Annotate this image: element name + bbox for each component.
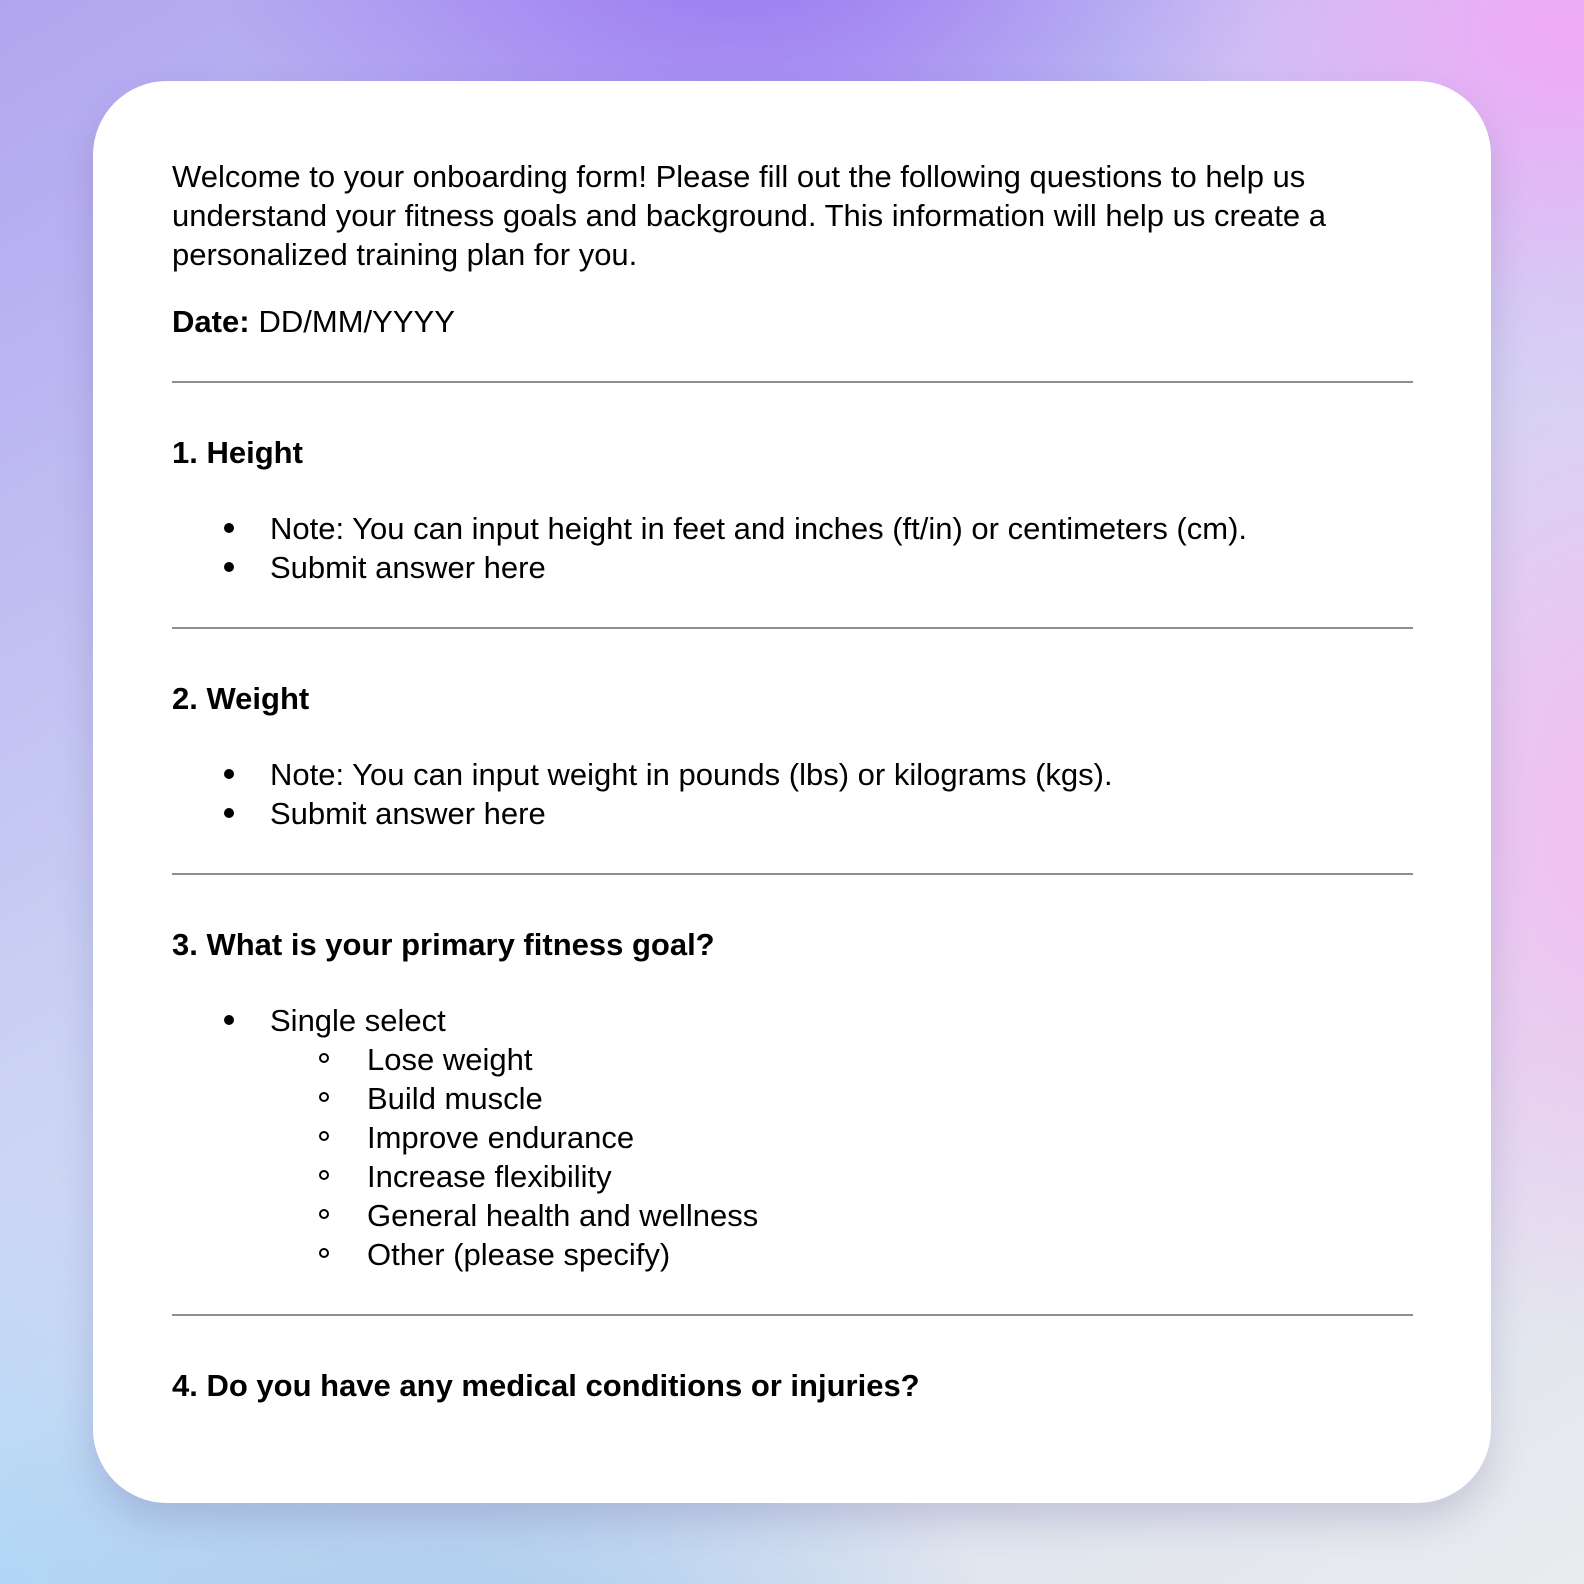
option-label: Lose weight: [367, 1042, 533, 1077]
hollow-circle-icon: [319, 1092, 329, 1102]
section-divider: [172, 1314, 1413, 1316]
list-item-label: Submit answer here: [270, 796, 546, 831]
option-item: [172, 1157, 1413, 1196]
section-1-bullet-list: [172, 509, 1413, 587]
section-4-title: 4. Do you have any medical conditions or injuries?: [172, 1368, 920, 1403]
list-item: [172, 794, 1413, 833]
section-2-title: 2. Weight: [172, 681, 310, 716]
option-item: [172, 1235, 1413, 1274]
list-item-label: Single select: [270, 1003, 446, 1038]
section-2-bullet-list: [172, 755, 1413, 833]
option-item: [172, 1079, 1413, 1118]
option-label: Build muscle: [367, 1081, 543, 1116]
hollow-circle-icon: [319, 1248, 329, 1258]
list-item: [172, 755, 1413, 794]
list-item-label: Note: You can input weight in pounds (lbs) or kilograms (kgs).: [270, 757, 1113, 792]
section-divider: [172, 381, 1413, 383]
bullet-icon: [224, 523, 234, 533]
form-content: [93, 81, 1491, 1405]
option-item: [172, 1196, 1413, 1235]
bullet-icon: [224, 562, 234, 572]
option-label: Increase flexibility: [367, 1159, 612, 1194]
date-value: DD/MM/YYYY: [258, 304, 455, 339]
section-divider: [172, 873, 1413, 875]
option-item: [172, 1118, 1413, 1157]
date-line: [172, 302, 1413, 341]
list-item: [172, 548, 1413, 587]
list-item-label: Note: You can input height in feet and inches (ft/in) or centimeters (cm).: [270, 511, 1248, 546]
option-label: General health and wellness: [367, 1198, 759, 1233]
bullet-icon: [224, 1015, 234, 1025]
list-item-label: Submit answer here: [270, 550, 546, 585]
list-item: [172, 509, 1413, 548]
option-item: [172, 1040, 1413, 1079]
section-3-bullet-list: [172, 1001, 1413, 1040]
hollow-circle-icon: [319, 1053, 329, 1063]
section-3-title: 3. What is your primary fitness goal?: [172, 927, 715, 962]
onboarding-form-card: [93, 81, 1491, 1503]
intro-paragraph: Welcome to your onboarding form! Please fill out the following questions to help us understand your fitness goals and background. This information will help us create a personalized training plan for you.: [172, 159, 1326, 272]
section-3-option-list: [172, 1040, 1413, 1274]
bullet-icon: [224, 769, 234, 779]
date-label: Date:: [172, 304, 250, 339]
hollow-circle-icon: [319, 1209, 329, 1219]
section-divider: [172, 627, 1413, 629]
hollow-circle-icon: [319, 1170, 329, 1180]
section-1-title: 1. Height: [172, 435, 303, 470]
hollow-circle-icon: [319, 1131, 329, 1141]
bullet-icon: [224, 808, 234, 818]
option-label: Other (please specify): [367, 1237, 671, 1272]
list-item: [172, 1001, 1413, 1040]
option-label: Improve endurance: [367, 1120, 635, 1155]
